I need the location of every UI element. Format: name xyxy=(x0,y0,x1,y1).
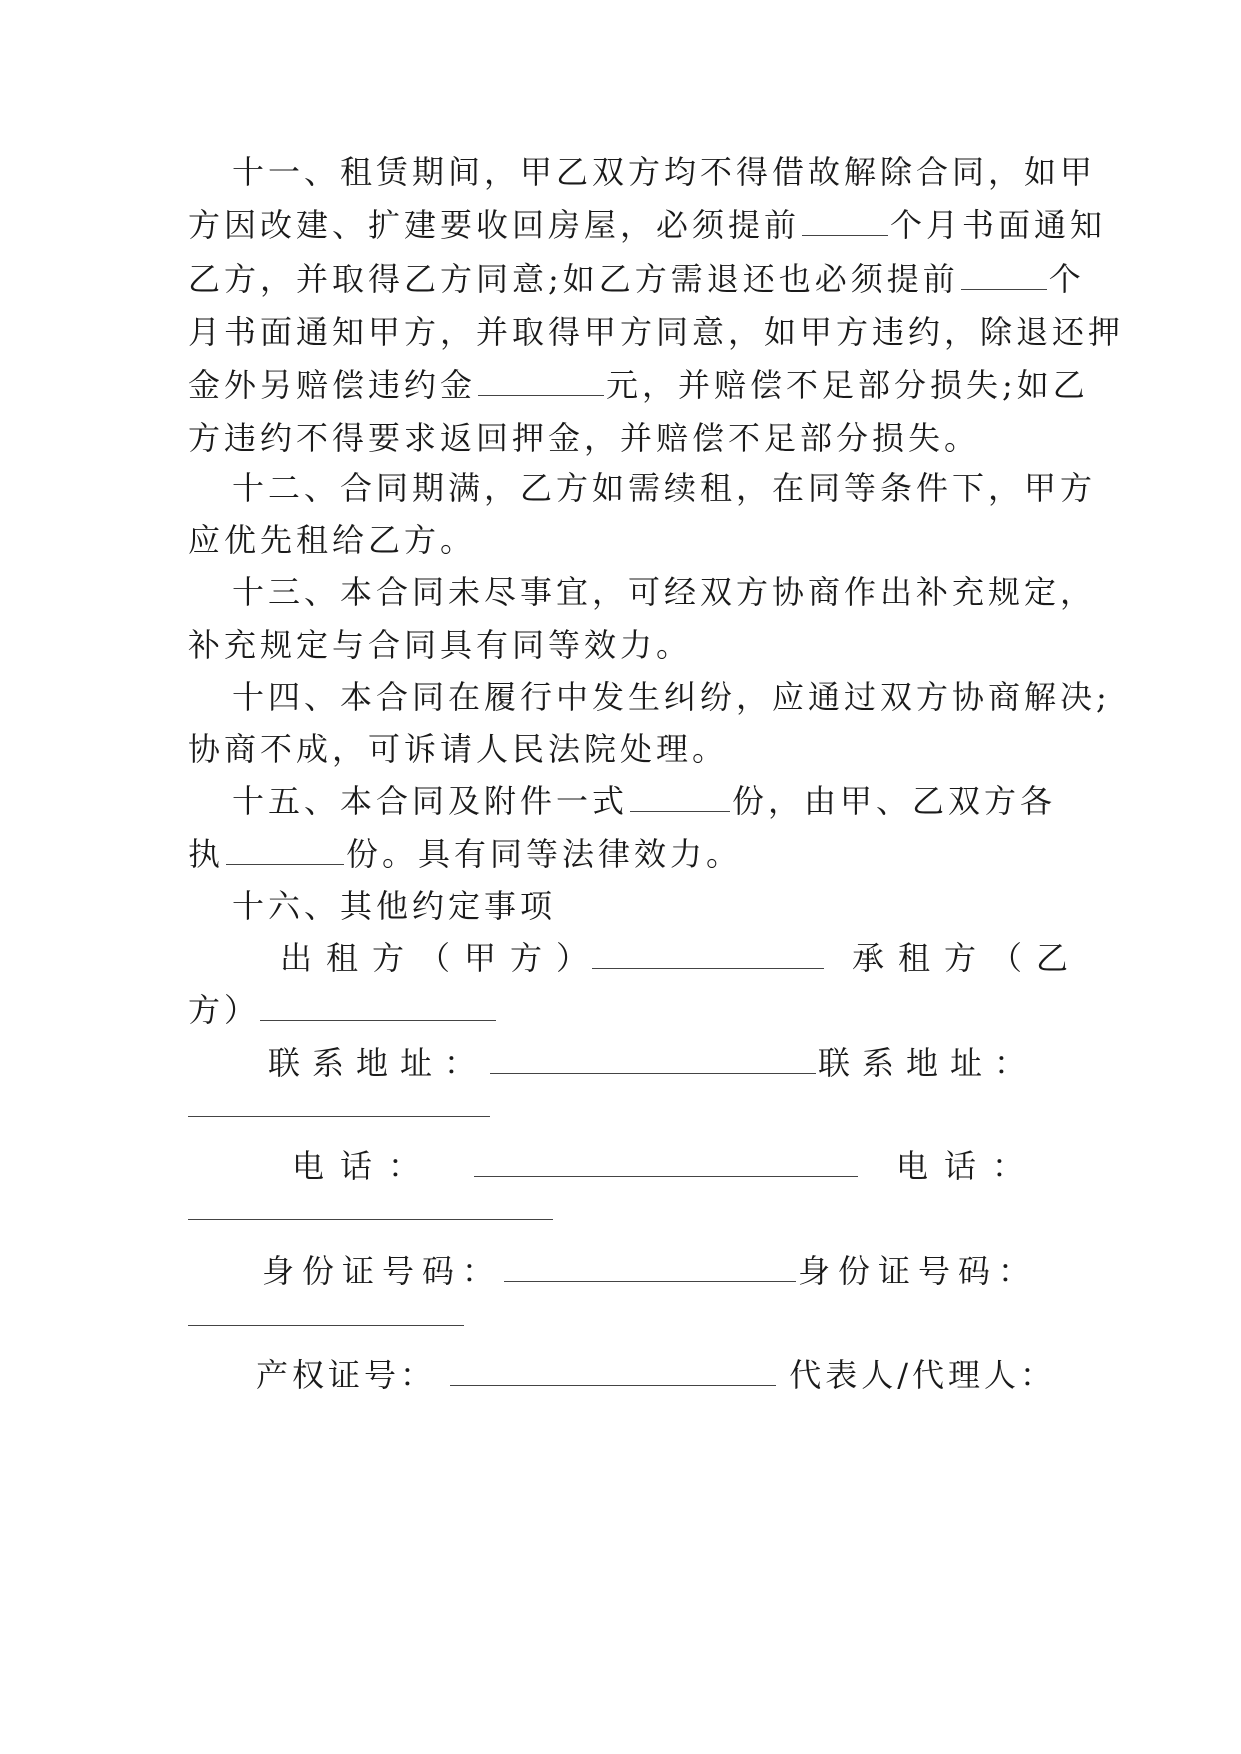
clause-11-line-5 xyxy=(188,365,1089,405)
clause-11-line-6: 方违约不得要求返回押金，并赔偿不足部分损失。 xyxy=(188,419,981,457)
clause-15-line-1 xyxy=(232,781,1057,821)
lessor-label: 出租方（甲方） xyxy=(280,939,603,977)
lessee-id-label: 身份证号码： xyxy=(798,1252,1039,1290)
deed-row xyxy=(256,1355,1056,1395)
clause-12-line-2: 应优先租给乙方。 xyxy=(188,521,477,559)
clause-text: 份。具有同等法律效力。 xyxy=(346,835,743,873)
copies-total-blank[interactable] xyxy=(630,781,730,812)
clause-text: 执 xyxy=(188,835,225,873)
lessor-id-blank[interactable] xyxy=(504,1251,796,1282)
clause-15-line-2 xyxy=(188,834,1048,874)
lessee-name-blank[interactable] xyxy=(260,990,496,1021)
lessee-id-blank[interactable] xyxy=(188,1325,464,1326)
lessor-address-blank[interactable] xyxy=(490,1043,816,1074)
notice-months-lessee-blank[interactable] xyxy=(961,259,1047,290)
clause-13-line-2: 补充规定与合同具有同等效力。 xyxy=(188,626,693,664)
clause-text: 元，并赔偿不足部分损失;如乙 xyxy=(606,366,1089,404)
clause-13-line-1: 十三、本合同未尽事宜，可经双方协商作出补充规定， xyxy=(232,573,1097,611)
lessee-address-label: 联系地址： xyxy=(818,1044,1039,1082)
clause-14-line-1: 十四、本合同在履行中发生纠纷，应通过双方协商解决; xyxy=(232,678,1111,716)
penalty-amount-blank[interactable] xyxy=(478,365,604,396)
clause-11-line-1: 十一、租赁期间，甲乙双方均不得借故解除合同，如甲 xyxy=(232,153,1097,191)
address-row xyxy=(268,1043,1038,1083)
clause-11-line-2 xyxy=(188,205,1107,245)
lessee-label-cont xyxy=(188,990,1048,1030)
lessor-id-label: 身份证号码： xyxy=(262,1252,503,1290)
deed-number-blank[interactable] xyxy=(450,1355,776,1386)
clause-11-line-4: 月书面通知甲方，并取得甲方同意，如甲方违约，除退还押 xyxy=(188,313,1125,351)
id-row xyxy=(262,1251,1038,1291)
clause-text: 个 xyxy=(1048,260,1085,298)
clause-text: 十五、本合同及附件一式 xyxy=(232,782,629,820)
deed-number-label: 产权证号： xyxy=(256,1356,437,1394)
clause-11-line-3 xyxy=(188,259,1085,299)
clause-text: 方因改建、扩建要收回房屋，必须提前 xyxy=(188,206,801,244)
lessor-address-label: 联系地址： xyxy=(268,1044,489,1082)
lessor-phone-blank[interactable] xyxy=(474,1146,858,1177)
lessor-name-blank[interactable] xyxy=(592,938,824,969)
clause-12-line-1: 十二、合同期满，乙方如需续租，在同等条件下，甲方 xyxy=(232,469,1097,507)
lessee-label-end: 方） xyxy=(188,991,261,1029)
lessee-phone-label: 电话： xyxy=(895,1147,1040,1185)
lessee-label: 承租方（乙 xyxy=(852,939,1083,977)
clause-text: 份，由甲、乙双方各 xyxy=(732,782,1057,820)
lessee-address-blank[interactable] xyxy=(188,1116,490,1117)
clause-text: 个月书面通知 xyxy=(890,206,1107,244)
lessor-phone-label: 电话： xyxy=(292,1147,437,1185)
copies-each-blank[interactable] xyxy=(226,834,344,865)
agent-label: 代表人/代理人： xyxy=(789,1356,1056,1394)
phone-row xyxy=(292,1146,1040,1186)
lessor-lessee-row xyxy=(280,938,1083,978)
notice-months-lessor-blank[interactable] xyxy=(802,205,888,236)
clause-text: 乙方，并取得乙方同意;如乙方需退还也必须提前 xyxy=(188,260,959,298)
clause-16: 十六、其他约定事项 xyxy=(232,887,557,925)
lessee-phone-blank[interactable] xyxy=(188,1219,553,1220)
clause-14-line-2: 协商不成，可诉请人民法院处理。 xyxy=(188,730,729,768)
clause-text: 金外另赔偿违约金 xyxy=(188,366,477,404)
